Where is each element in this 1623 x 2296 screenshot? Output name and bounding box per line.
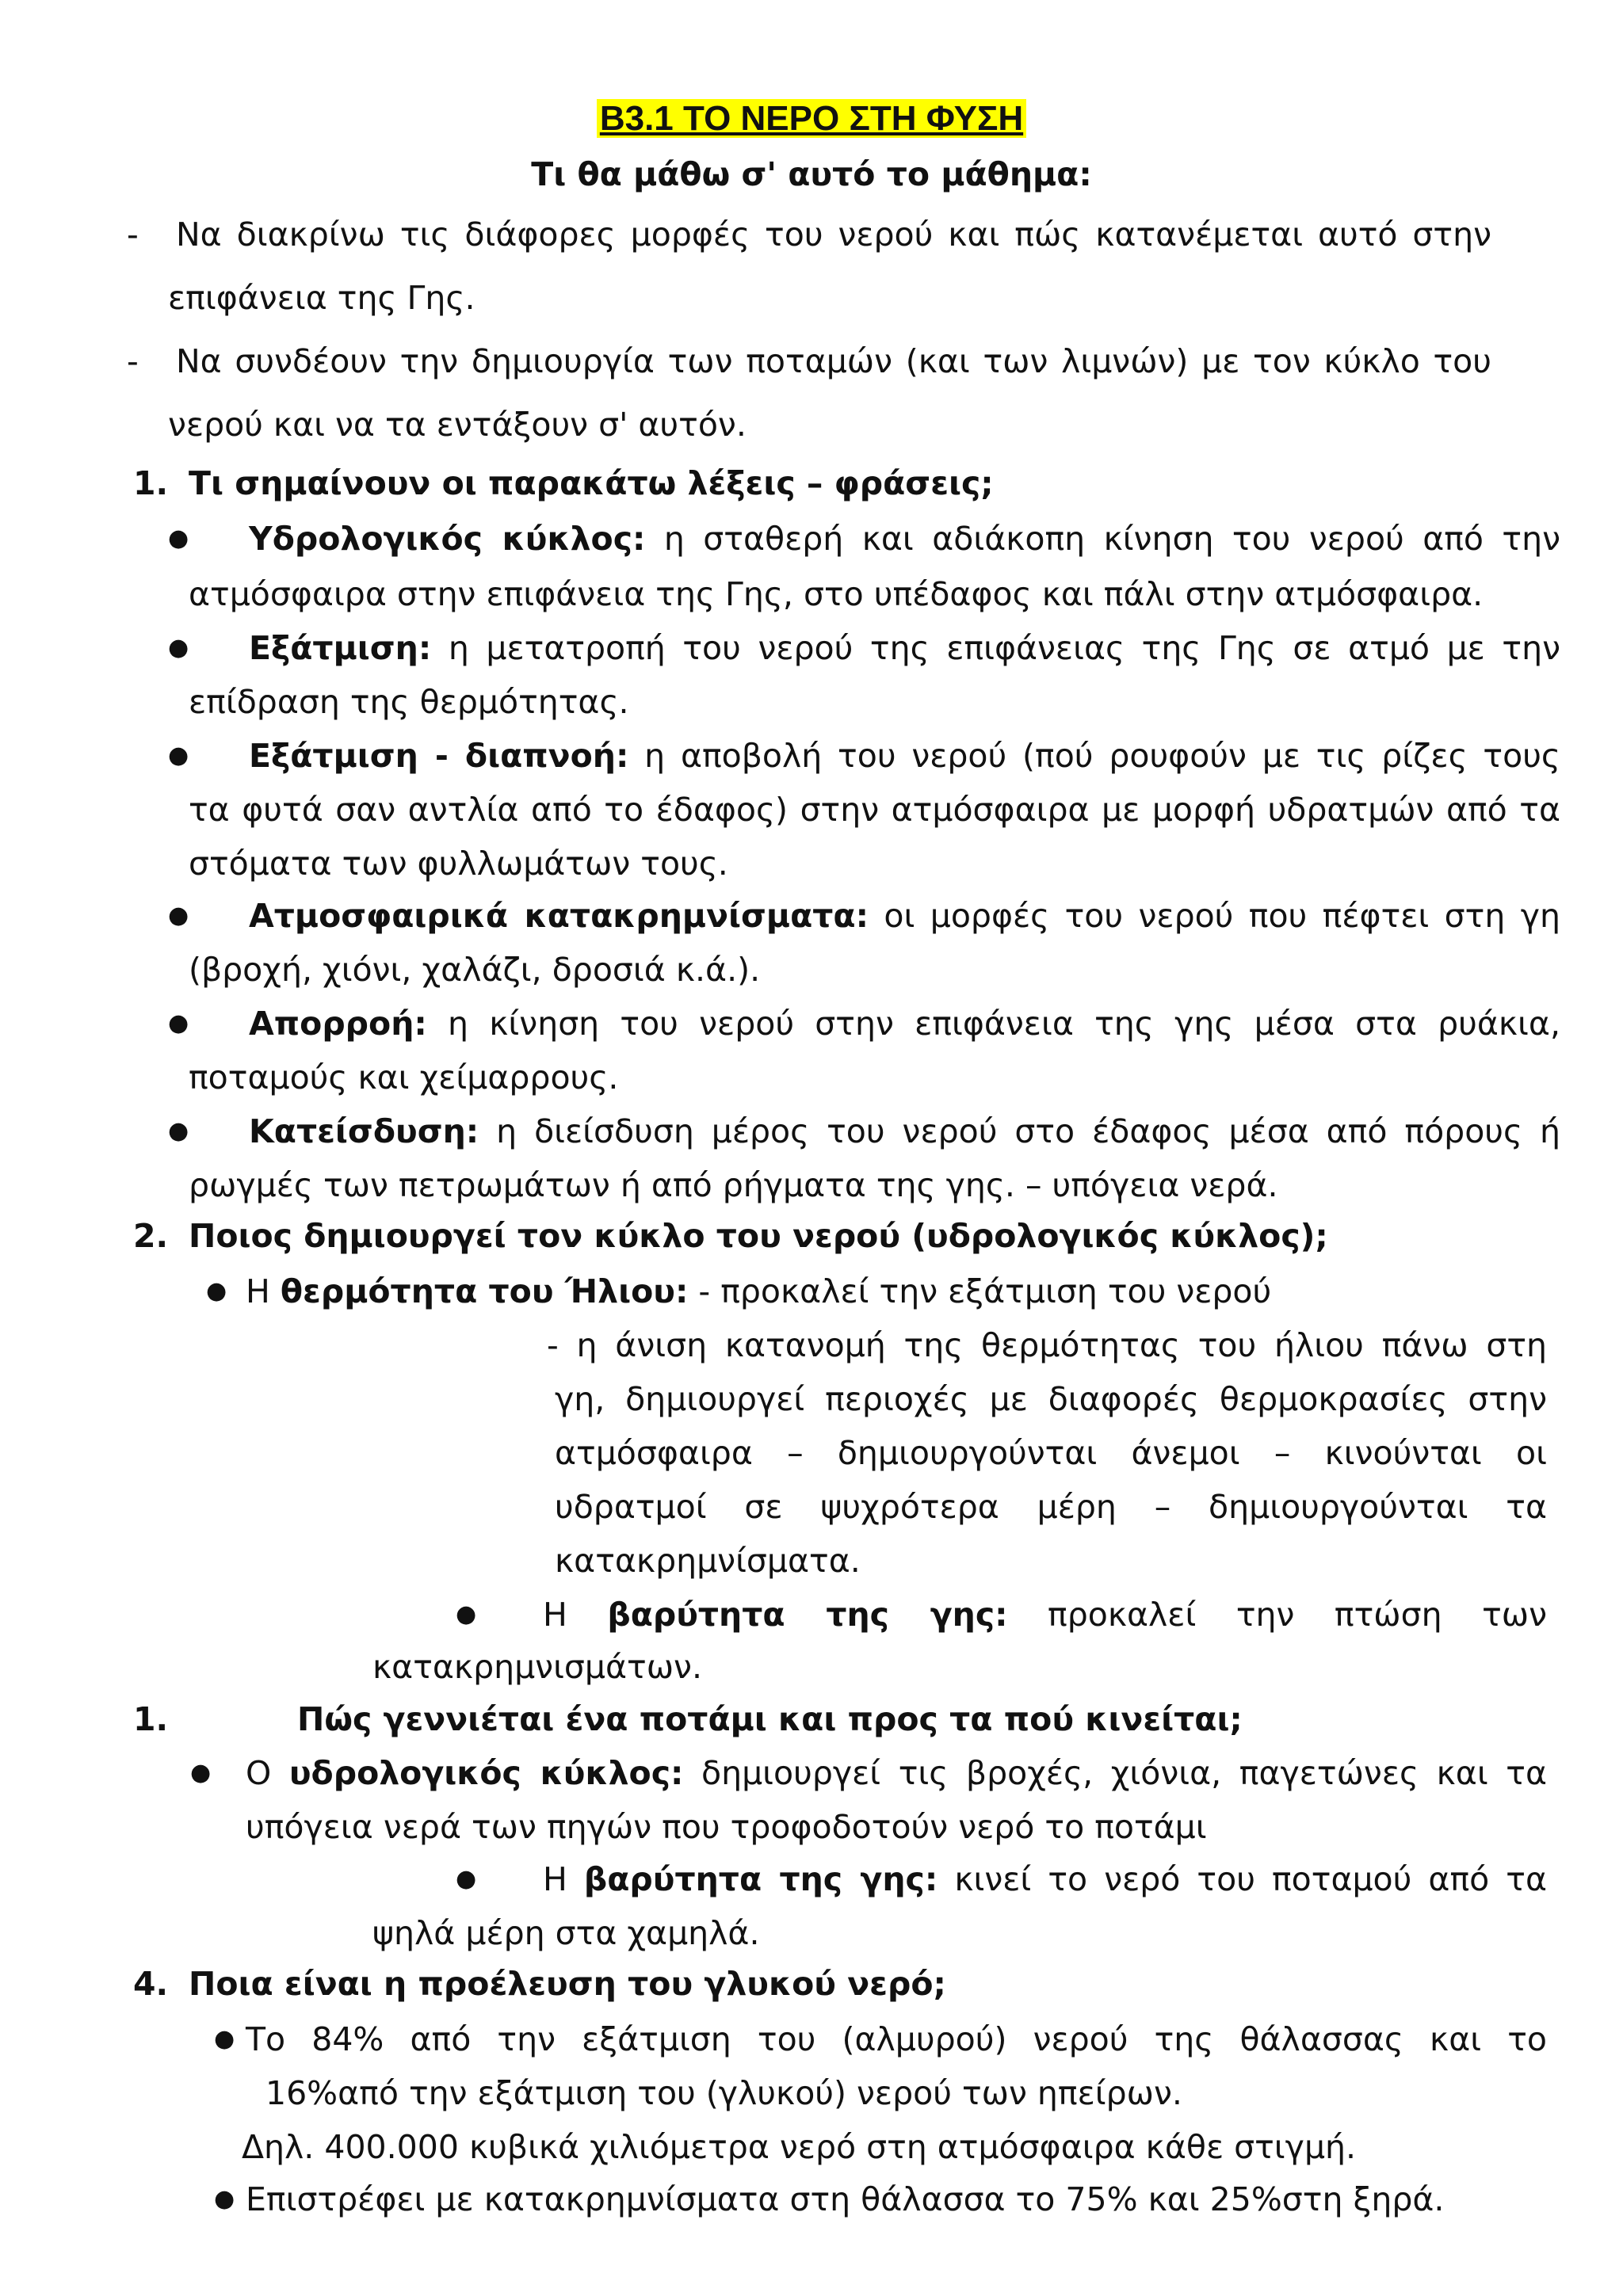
- objective-dash: -: [127, 342, 139, 380]
- section-heading: Τι σημαίνουν οι παρακάτω λέξεις – φράσεις;: [189, 464, 994, 502]
- definition-line: ατμόσφαιρα στην επιφάνεια της Γης, στο υπέδαφος και πάλι στην ατμόσφαιρα.: [189, 575, 1484, 613]
- definition-line: επίδραση της θερμότητας.: [189, 683, 629, 721]
- objective-line: νερού και να τα εντάξουν σ' αυτόν.: [168, 406, 747, 444]
- bullet: ●: [214, 2025, 235, 2053]
- cause-line: κατακρημνισμάτων.: [372, 1648, 702, 1686]
- bullet: ●: [456, 1865, 477, 1893]
- definition-line: Εξάτμιση - διαπνοή: η αποβολή του νερού (πού ρουφούν με τις ρίζες τους: [249, 737, 1560, 775]
- cause-line: Η βαρύτητα της γης: προκαλεί την πτώση των: [543, 1596, 1547, 1634]
- bullet: ●: [456, 1600, 477, 1628]
- lesson-objectives-heading: Τι θα μάθω σ' αυτό το μάθημα:: [531, 155, 1092, 193]
- cause-detail-line: κατακρημνίσματα.: [555, 1542, 861, 1580]
- cause-detail-line: ατμόσφαιρα – δημιουργούνται άνεμοι – κινούνται οι: [555, 1434, 1547, 1472]
- bullet: ●: [214, 2185, 235, 2213]
- objective-dash: -: [127, 215, 139, 254]
- definition-line: (βροχή, χιόνι, χαλάζι, δροσιά κ.ά.).: [189, 951, 761, 989]
- bullet: ●: [206, 1277, 227, 1305]
- bullet: ●: [168, 1117, 189, 1145]
- fresh-water-line: Το 84% από την εξάτμιση του (αλμυρού) νερού της θάλασσας και το: [246, 2020, 1547, 2058]
- page-title: Β3.1 ΤΟ ΝΕΡΟ ΣΤΗ ΦΥΣΗ: [0, 95, 1623, 143]
- definition-line: Εξάτμιση: η μετατροπή του νερού της επιφάνειας της Γης σε ατμό με την: [249, 629, 1560, 667]
- definition-line: ποταμούς και χείμαρρους.: [189, 1058, 619, 1097]
- section-number: 1.: [133, 464, 169, 502]
- objective-line: Να συνδέουν την δημιουργία των ποταμών (και των λιμνών) με τον κύκλο του: [176, 342, 1491, 380]
- objective-line: επιφάνεια της Γης.: [168, 279, 475, 317]
- section-number: 4.: [133, 1965, 169, 2003]
- cause-line: Η θερμότητα του Ήλιου: - προκαλεί την εξάτμιση του νερού: [246, 1272, 1272, 1310]
- section-heading: Πώς γεννιέται ένα ποτάμι και προς τα πού κινείται;: [297, 1700, 1243, 1738]
- bullet: ●: [168, 902, 189, 929]
- cause-detail-line: γη, δημιουργεί περιοχές με διαφορές θερμοκρασίες στην: [555, 1380, 1547, 1418]
- cause-detail-line: - η άνιση κατανομή της θερμότητας του ήλιου πάνω στη: [547, 1326, 1547, 1364]
- fresh-water-note: Δηλ. 400.000 κυβικά χιλιόμετρα νερό στη ατμόσφαιρα κάθε στιγμή.: [242, 2128, 1357, 2166]
- definition-line: Κατείσδυση: η διείσδυση μέρος του νερού στο έδαφος μέσα από πόρους ή: [249, 1112, 1560, 1150]
- section-heading: Ποιος δημιουργεί τον κύκλο του νερού (υδρολογικός κύκλος);: [189, 1217, 1328, 1255]
- objective-line: Να διακρίνω τις διάφορες μορφές του νερού και πώς κατανέμεται αυτό στην: [176, 215, 1491, 254]
- definition-line: ρωγμές των πετρωμάτων ή από ρήγματα της γης. – υπόγεια νερά.: [189, 1166, 1278, 1204]
- definition-line: Ατμοσφαιρικά κατακρημνίσματα: οι μορφές του νερού που πέφτει στη γη: [249, 897, 1560, 935]
- definition-line: Απορροή: η κίνηση του νερού στην επιφάνεια της γης μέσα στα ρυάκια,: [249, 1005, 1560, 1043]
- bullet: ●: [168, 1009, 189, 1037]
- river-cause-line: Ο υδρολογικός κύκλος: δημιουργεί τις βροχές, χιόνια, παγετώνες και τα: [246, 1754, 1547, 1792]
- bullet: ●: [190, 1759, 212, 1787]
- section-number: 1.: [133, 1700, 169, 1738]
- bullet: ●: [168, 742, 189, 769]
- definition-line: Υδρολογικός κύκλος: η σταθερή και αδιάκοπη κίνηση του νερού από την: [249, 520, 1560, 558]
- river-cause-line: Η βαρύτητα της γης: κινεί το νερό του ποταμού από τα: [543, 1860, 1548, 1898]
- fresh-water-line: Επιστρέφει με κατακρημνίσματα στη θάλασσα το 75% και 25%στη ξηρά.: [246, 2180, 1445, 2218]
- river-cause-line: ψηλά μέρη στα χαμηλά.: [372, 1914, 760, 1952]
- bullet: ●: [168, 634, 189, 662]
- section-heading: Ποια είναι η προέλευση του γλυκού νερό;: [189, 1965, 946, 2003]
- cause-detail-line: υδρατμοί σε ψυχρότερα μέρη – δημιουργούνται τα: [555, 1488, 1547, 1526]
- definition-line: τα φυτά σαν αντλία από το έδαφος) στην ατμόσφαιρα με μορφή υδρατμών από τα: [189, 791, 1560, 829]
- definition-line: στόματα των φυλλωμάτων τους.: [189, 845, 728, 883]
- bullet: ●: [168, 524, 189, 552]
- fresh-water-line: 16%από την εξάτμιση του (γλυκού) νερού των ηπείρων.: [265, 2074, 1182, 2112]
- section-number: 2.: [133, 1217, 169, 1255]
- river-cause-line: υπόγεια νερά των πηγών που τροφοδοτούν νερό το ποτάμι: [246, 1808, 1207, 1846]
